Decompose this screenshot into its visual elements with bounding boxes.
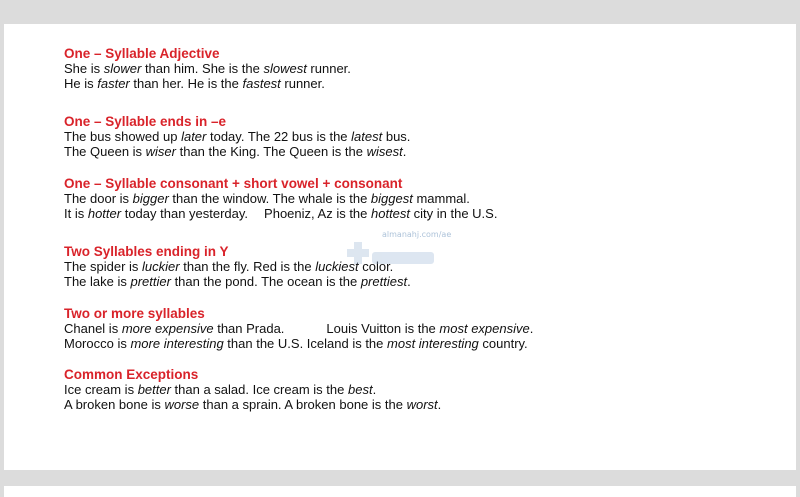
section-cvc [64, 176, 497, 221]
example-sentence: Ice cream is better than a salad. Ice cream is the best. [64, 382, 377, 397]
section-lines [64, 129, 410, 159]
adjective-form: faster [97, 76, 130, 91]
adjective-form: better [137, 382, 171, 397]
adjective-form: more expensive [121, 321, 214, 336]
example-sentence: The bus showed up later today. The 22 bus is the latest bus. [64, 129, 411, 144]
section-heading: One – Syllable Adjective [64, 46, 220, 61]
adjective-form: most expensive [439, 321, 530, 336]
section-lines [64, 259, 411, 289]
adjective-form: fastest [242, 76, 281, 91]
example-sentence: The door is bigger than the window. The whale is the biggest mammal. [64, 191, 470, 206]
section-one-syllable [64, 46, 351, 91]
section-heading: One – Syllable ends in –e [64, 114, 227, 129]
next-page-edge [4, 486, 796, 497]
adjective-form: most interesting [387, 336, 479, 351]
adjective-form: wisest [366, 144, 403, 159]
section-two-syllables-y [64, 244, 411, 289]
adjective-form: biggest [370, 191, 413, 206]
adjective-form: hotter [87, 206, 122, 221]
adjective-form: latest [351, 129, 383, 144]
section-heading: Two Syllables ending in Y [64, 244, 229, 259]
section-lines [64, 61, 351, 91]
section-lines [64, 321, 533, 351]
example-sentence: Chanel is more expensive than Prada. Louis Vuitton is the most expensive. [64, 321, 534, 336]
adjective-form: bigger [132, 191, 169, 206]
adjective-form: best [347, 382, 373, 397]
example-sentence: Morocco is more interesting than the U.S. Iceland is the most interesting country. [64, 336, 528, 351]
section-heading: One – Syllable consonant + short vowel + consonant [64, 176, 403, 191]
document-page [4, 24, 796, 470]
adjective-form: luckier [142, 259, 180, 274]
adjective-form: worse [164, 397, 200, 412]
adjective-form: prettiest [360, 274, 408, 289]
adjective-form: worst [406, 397, 438, 412]
adjective-form: luckiest [315, 259, 359, 274]
watermark-url: almanahj.com/ae [382, 230, 452, 239]
adjective-form: hottest [371, 206, 411, 221]
adjective-form: slowest [263, 61, 307, 76]
section-heading: Common Exceptions [64, 367, 199, 382]
adjective-form: later [181, 129, 207, 144]
section-exceptions [64, 367, 441, 412]
adjective-form: slower [103, 61, 142, 76]
example-sentence: A broken bone is worse than a sprain. A broken bone is the worst. [64, 397, 442, 412]
adjective-form: more interesting [130, 336, 224, 351]
section-two-or-more [64, 306, 533, 351]
example-sentence: He is faster than her. He is the fastest runner. [64, 76, 325, 91]
section-lines [64, 191, 497, 221]
section-heading: Two or more syllables [64, 306, 205, 321]
example-sentence: She is slower than him. She is the slowest runner. [64, 61, 351, 76]
adjective-form: prettier [130, 274, 171, 289]
example-sentence: The lake is prettier than the pond. The ocean is the prettiest. [64, 274, 411, 289]
section-ends-in-e [64, 114, 410, 159]
section-lines [64, 382, 441, 412]
adjective-form: wiser [145, 144, 176, 159]
example-sentence: It is hotter today than yesterday. Phoeniz, Az is the hottest city in the U.S. [64, 206, 498, 221]
example-sentence: The spider is luckier than the fly. Red is the luckiest color. [64, 259, 394, 274]
example-sentence: The Queen is wiser than the King. The Queen is the wisest. [64, 144, 407, 159]
